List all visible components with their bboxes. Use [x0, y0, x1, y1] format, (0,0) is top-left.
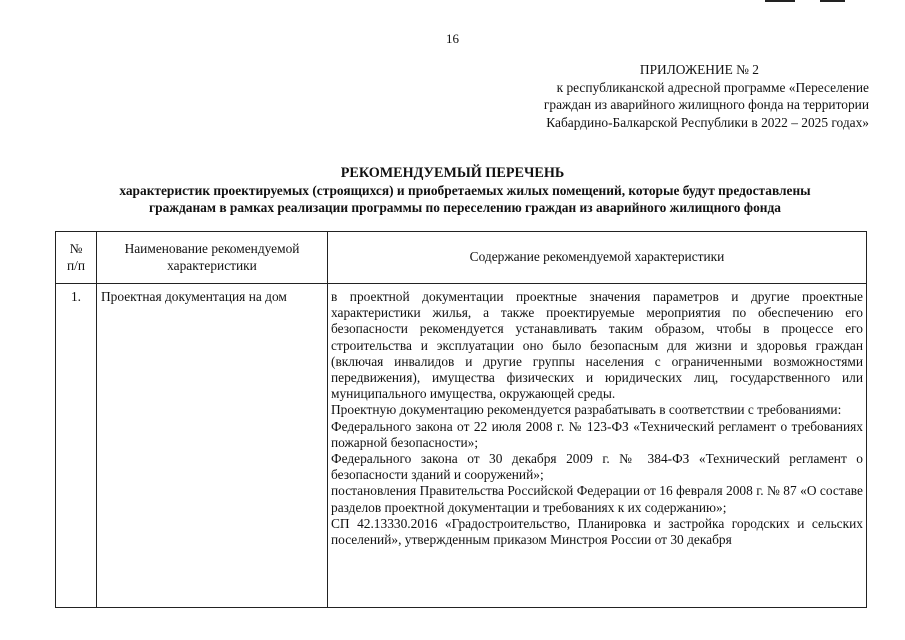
scan-marks: [765, 0, 845, 3]
content-paragraph: СП 42.13330.2016 «Градостроительство, Планировка и застройка городских и сельских поселений», утвержденным приказом Минстроя России от 30 декабря: [331, 515, 863, 548]
table-header-row: [56, 232, 867, 284]
characteristics-table: [55, 231, 867, 608]
document-subtitle: [40, 182, 890, 216]
row-content: [328, 284, 867, 608]
content-paragraph: в проектной документации проектные значения параметров и другие проектные характеристики жилья, а также проектируемые мероприятия по обеспечению его безопасности рекомендуется устанавливать таким образом, чтобы в процессе его строительства и эксплуатации оно было безопасным для жизни и здоровья граждан (включая инвалидов и другие группы населения с ограниченными возможностями передвижения), имущества физических и юридических лиц, государственного или муниципального имущества, окружающей среды.: [331, 289, 863, 402]
header-number-part: №: [69, 241, 83, 257]
content-paragraph: Проектную документацию рекомендуется разрабатывать в соответствии с требованиями:: [331, 402, 842, 418]
header-number: [56, 232, 97, 284]
appendix-line: граждан из аварийного жилищного фонда на территории: [543, 97, 869, 112]
subtitle-line: гражданам в рамках реализации программы по переселению граждан из аварийного жилищного фонда: [149, 200, 781, 215]
header-name: Наименование рекомендуемой характеристики: [97, 232, 328, 284]
content-paragraph: Федерального закона от 22 июля 2008 г. № 123-ФЗ «Технический регламент о требованиях пожарной безопасности»;: [331, 418, 863, 450]
row-name: Проектная документация на дом: [97, 284, 328, 608]
appendix-line: к республиканской адресной программе «Переселение: [556, 79, 869, 95]
row-number: 1.: [56, 284, 97, 608]
header-number-part: п/п: [66, 257, 86, 273]
content-paragraph: Федерального закона от 30 декабря 2009 г. № 384-ФЗ «Технический регламент о безопасности зданий и сооружений»;: [331, 451, 863, 483]
header-content: Содержание рекомендуемой характеристики: [328, 232, 867, 284]
content-paragraph: постановления Правительства Российской Федерации от 16 февраля 2008 г. № 87 «О составе разделов проектной документации и требованиях к их содержанию»;: [331, 483, 863, 515]
appendix-heading: ПРИЛОЖЕНИЕ № 2: [639, 62, 759, 77]
subtitle-line: характеристик проектируемых (строящихся) и приобретаемых жилых помещений, которые будут предоставлены: [119, 183, 811, 198]
page-number: 16: [446, 31, 459, 46]
appendix-block: [544, 61, 869, 131]
appendix-line: Кабардино-Балкарской Республики в 2022 – 2025 годах»: [546, 114, 869, 130]
table-row: [56, 284, 867, 608]
document-title: РЕКОМЕНДУЕМЫЙ ПЕРЕЧЕНЬ: [340, 165, 565, 181]
